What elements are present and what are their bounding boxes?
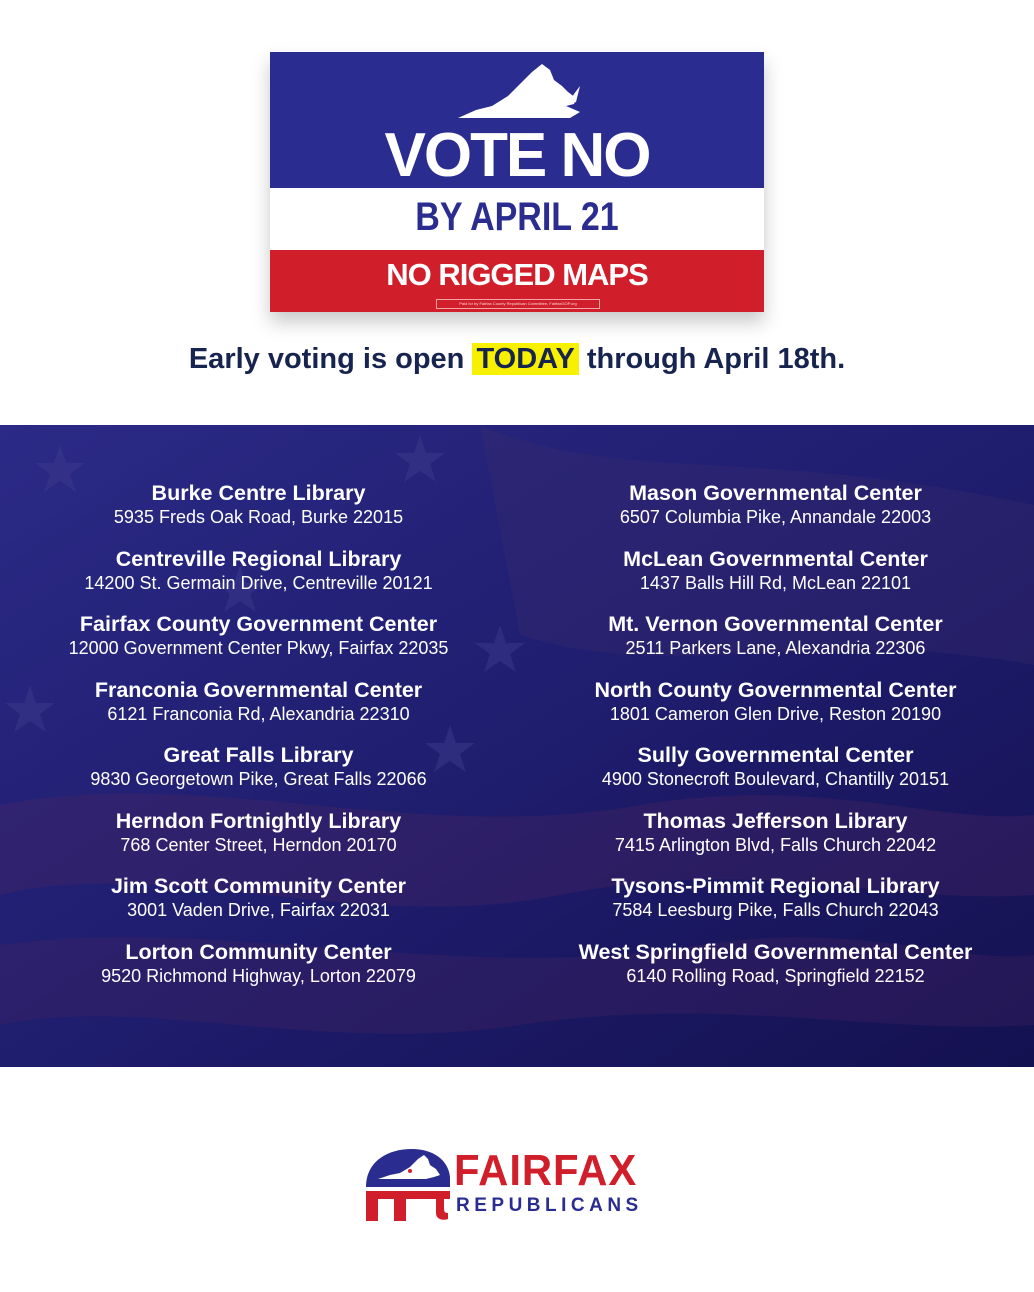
- footer-card: [0, 1067, 1034, 1292]
- location-item: [0, 677, 517, 743]
- location-address: 6507 Columbia Pike, Annandale 22003: [619, 507, 932, 527]
- header-card: [0, 0, 1034, 425]
- location-name: Lorton Community Center: [125, 939, 392, 964]
- location-name: Thomas Jefferson Library: [643, 808, 908, 833]
- location-address: 3001 Vaden Drive, Fairfax 22031: [127, 900, 390, 920]
- location-item: [0, 611, 517, 677]
- vote-no-sign: [270, 52, 764, 312]
- location-name: Sully Governmental Center: [637, 743, 914, 767]
- location-name: McLean Governmental Center: [623, 546, 928, 571]
- location-address: 1801 Cameron Glen Drive, Reston 20190: [609, 703, 942, 724]
- elephant-virginia-logo-icon: [364, 1147, 454, 1223]
- location-name: Jim Scott Community Center: [110, 874, 407, 898]
- location-name: Tysons-Pimmit Regional Library: [611, 874, 940, 898]
- location-name: Herndon Fortnightly Library: [115, 808, 402, 833]
- locations-left-column: [0, 480, 517, 1004]
- location-name: Centreville Regional Library: [115, 546, 402, 571]
- location-name: North County Governmental Center: [594, 677, 957, 702]
- sign-tagline: NO RIGGED MAPS: [386, 257, 648, 292]
- location-address: 12000 Government Center Pkwy, Fairfax 22035: [68, 638, 449, 658]
- location-item: [517, 677, 1034, 743]
- location-name: Franconia Governmental Center: [94, 677, 423, 702]
- banner-text-before: Early voting is open: [188, 343, 473, 375]
- location-address: 768 Center Street, Herndon 20170: [120, 834, 397, 855]
- location-address: 2511 Parkers Lane, Alexandria 22306: [625, 638, 926, 658]
- banner-text-after: through April 18th.: [578, 343, 846, 375]
- fairfax-republicans-logo: [364, 1147, 680, 1223]
- logo-republicans-text: REPUBLICANS: [456, 1195, 643, 1216]
- location-address: 9520 Richmond Highway, Lorton 22079: [101, 965, 416, 986]
- locations-section: [0, 425, 1034, 1067]
- location-item: [517, 480, 1034, 546]
- paid-for-disclaimer: Paid for by Fairfax County Republican Committee, FairfaxGOP.org: [436, 299, 600, 309]
- location-item: [517, 939, 1034, 1005]
- location-address: 7584 Leesburg Pike, Falls Church 22043: [612, 900, 939, 920]
- location-address: 9830 Georgetown Pike, Great Falls 22066: [90, 769, 427, 789]
- location-name: West Springfield Governmental Center: [578, 939, 973, 964]
- banner-highlight: TODAY: [472, 343, 578, 375]
- location-address: 14200 St. Germain Drive, Centreville 20121: [84, 572, 433, 593]
- location-address: 6121 Franconia Rd, Alexandria 22310: [107, 703, 410, 724]
- location-item: [0, 742, 517, 808]
- location-item: [0, 546, 517, 612]
- location-address: 1437 Balls Hill Rd, McLean 22101: [639, 572, 912, 593]
- early-voting-banner: [0, 338, 1034, 380]
- locations-right-column: [517, 480, 1034, 1004]
- sign-headline: VOTE NO: [384, 121, 650, 190]
- location-name: Great Falls Library: [163, 743, 354, 767]
- logo-fairfax-text: FAIRFAX: [454, 1146, 638, 1195]
- location-address: 6140 Rolling Road, Springfield 22152: [626, 965, 925, 986]
- location-item: [517, 742, 1034, 808]
- location-name: Burke Centre Library: [151, 481, 366, 505]
- location-item: [517, 611, 1034, 677]
- location-address: 5935 Freds Oak Road, Burke 22015: [113, 507, 404, 527]
- location-item: [517, 873, 1034, 939]
- location-address: 4900 Stonecroft Boulevard, Chantilly 20151: [601, 769, 950, 789]
- location-item: [0, 808, 517, 874]
- sign-date: BY APRIL 21: [415, 195, 619, 239]
- location-item: [0, 480, 517, 546]
- location-name: Mt. Vernon Governmental Center: [608, 612, 943, 636]
- location-item: [517, 546, 1034, 612]
- location-name: Fairfax County Government Center: [79, 612, 438, 636]
- location-item: [0, 873, 517, 939]
- location-name: Mason Governmental Center: [629, 481, 922, 505]
- location-item: [0, 939, 517, 1005]
- location-address: 7415 Arlington Blvd, Falls Church 22042: [614, 834, 937, 855]
- location-item: [517, 808, 1034, 874]
